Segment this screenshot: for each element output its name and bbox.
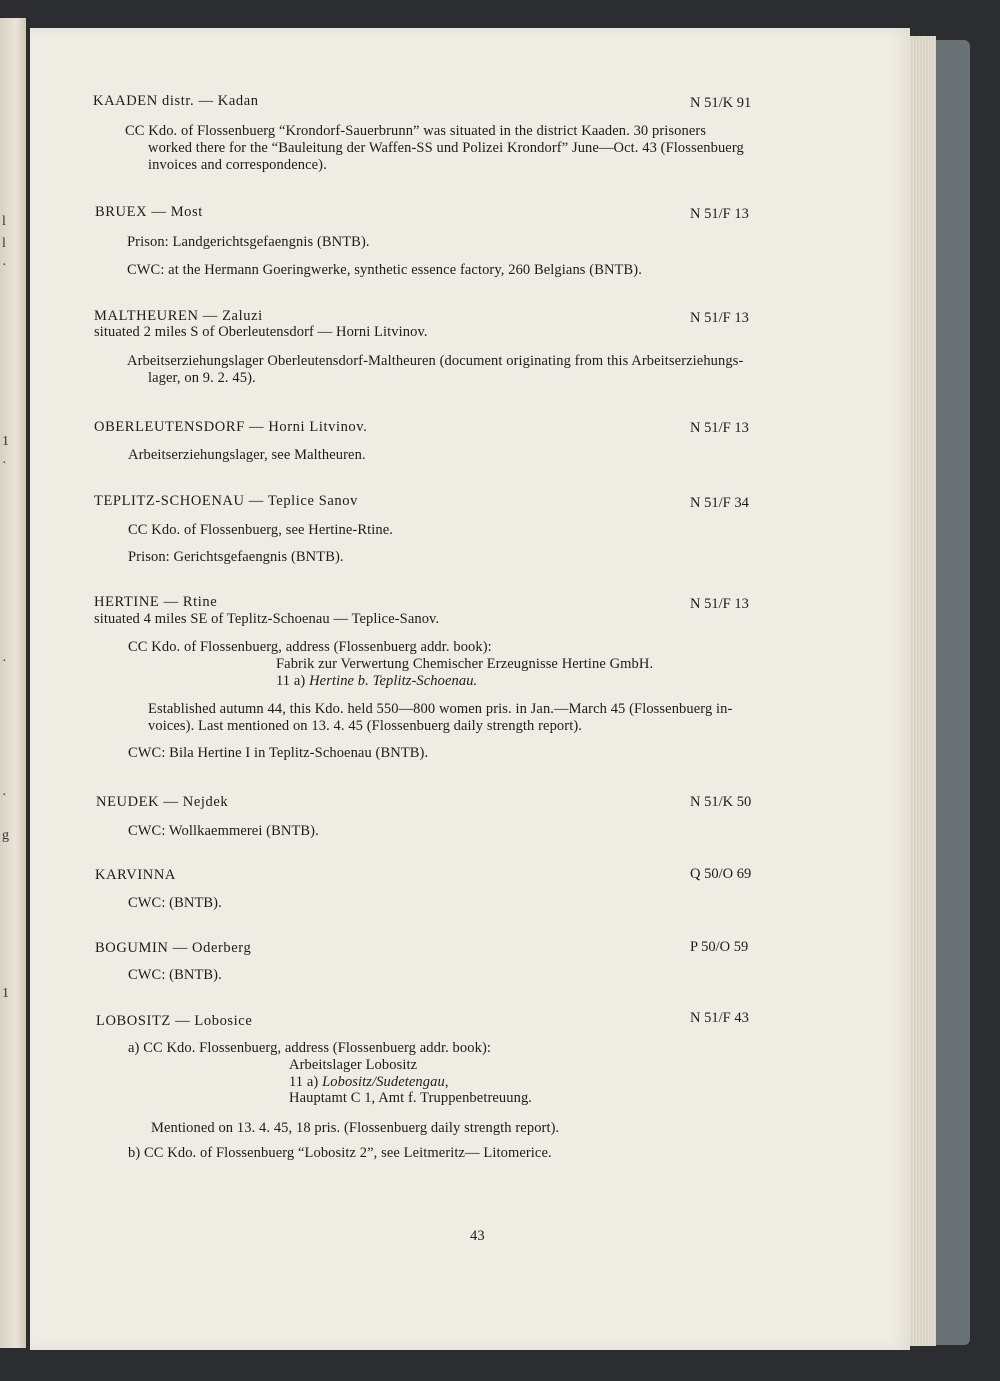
address-line: 11 a) Hertine b. Teplitz-Schoenau. bbox=[276, 673, 478, 689]
entry-location: situated 2 miles S of Oberleutensdorf — Horni Litvinov. bbox=[94, 324, 428, 340]
margin-mark: g bbox=[2, 828, 9, 843]
entry-text: CWC: at the Hermann Goeringwerke, synthetic essence factory, 260 Belgians (BNTB). bbox=[127, 262, 642, 278]
map-reference: N 51/F 13 bbox=[690, 420, 749, 436]
entry-text: CC Kdo. of Flossenbuerg, see Hertine-Rtine. bbox=[128, 522, 393, 538]
map-reference: N 51/F 34 bbox=[690, 495, 749, 511]
map-reference: N 51/F 13 bbox=[690, 596, 749, 612]
margin-mark: l bbox=[2, 236, 6, 251]
map-reference: N 51/K 91 bbox=[690, 95, 752, 111]
entry-text: Arbeitserziehungslager Oberleutensdorf-Maltheuren (document originating from this Arbeitserziehungs- bbox=[127, 353, 744, 369]
map-reference: N 51/K 50 bbox=[690, 794, 752, 810]
entry-heading: BOGUMIN — Oderberg bbox=[95, 940, 252, 956]
entry-heading: HERTINE — Rtine bbox=[94, 594, 218, 610]
book-binding bbox=[930, 40, 970, 1345]
entry-heading: MALTHEUREN — Zaluzi bbox=[94, 308, 263, 324]
entry-text: Prison: Landgerichtsgefaengnis (BNTB). bbox=[127, 234, 370, 250]
entry-heading: LOBOSITZ — Lobosice bbox=[96, 1013, 253, 1029]
map-reference: N 51/F 43 bbox=[690, 1010, 749, 1026]
entry-heading: KAADEN distr. — Kadan bbox=[93, 93, 259, 109]
entry-text: CWC: (BNTB). bbox=[128, 895, 222, 911]
entry-text: lager, on 9. 2. 45). bbox=[148, 370, 256, 386]
entry-text: invoices and correspondence). bbox=[148, 157, 327, 173]
entry-text: Mentioned on 13. 4. 45, 18 pris. (Flossenbuerg daily strength report). bbox=[151, 1120, 560, 1136]
entry-text: b) CC Kdo. of Flossenbuerg “Lobositz 2”, see Leitmeritz— Litomerice. bbox=[128, 1145, 552, 1161]
entry-location: situated 4 miles SE of Teplitz-Schoenau — Teplice-Sanov. bbox=[94, 611, 440, 627]
margin-mark: · bbox=[2, 788, 7, 803]
address-line: Arbeitslager Lobositz bbox=[289, 1057, 418, 1073]
entry-text: worked there for the “Bauleitung der Waffen-SS und Polizei Krondorf” June—Oct. 43 (Flossenbuerg bbox=[148, 140, 744, 156]
map-reference: N 51/F 13 bbox=[690, 206, 749, 222]
map-reference: Q 50/O 69 bbox=[690, 866, 752, 882]
margin-mark: l bbox=[2, 214, 6, 229]
margin-mark: · bbox=[2, 258, 7, 273]
entry-text: Arbeitserziehungslager, see Maltheuren. bbox=[128, 447, 366, 463]
entry-text: Prison: Gerichtsgefaengnis (BNTB). bbox=[128, 549, 344, 565]
margin-mark: 1 bbox=[2, 434, 9, 449]
entry-text: CWC: Wollkaemmerei (BNTB). bbox=[128, 823, 319, 839]
margin-mark: · bbox=[2, 654, 7, 669]
page-number: 43 bbox=[470, 1228, 485, 1244]
entry-text: CC Kdo. of Flossenbuerg “Krondorf-Sauerbrunn” was situated in the district Kaaden. 30 prisoners bbox=[125, 123, 707, 139]
address-line: Fabrik zur Verwertung Chemischer Erzeugnisse Hertine GmbH. bbox=[276, 656, 654, 672]
entry-heading: TEPLITZ-SCHOENAU — Teplice Sanov bbox=[94, 493, 358, 509]
margin-mark: · bbox=[2, 456, 7, 471]
entry-heading: OBERLEUTENSDORF — Horni Litvinov. bbox=[94, 419, 368, 435]
address-line: Hauptamt C 1, Amt f. Truppenbetreuung. bbox=[289, 1090, 533, 1106]
entry-text: CWC: Bila Hertine I in Teplitz-Schoenau (BNTB). bbox=[128, 745, 429, 761]
address-line: 11 a) Lobositz/Sudetengau, bbox=[289, 1074, 449, 1090]
entry-text: voices). Last mentioned on 13. 4. 45 (Flossenbuerg daily strength report). bbox=[148, 718, 582, 734]
map-reference: P 50/O 59 bbox=[690, 939, 749, 955]
entry-heading: BRUEX — Most bbox=[95, 204, 203, 220]
entry-text: Established autumn 44, this Kdo. held 550—800 women pris. in Jan.—March 45 (Flossenbuerg in- bbox=[148, 701, 733, 717]
entry-text: CWC: (BNTB). bbox=[128, 967, 222, 983]
entry-text: CC Kdo. of Flossenbuerg, address (Flossenbuerg addr. book): bbox=[128, 639, 492, 655]
entry-heading: NEUDEK — Nejdek bbox=[96, 794, 229, 810]
map-reference: N 51/F 13 bbox=[690, 310, 749, 326]
left-page-edge bbox=[0, 18, 26, 1348]
entry-text: a) CC Kdo. Flossenbuerg, address (Flossenbuerg addr. book): bbox=[128, 1040, 491, 1056]
margin-mark: 1 bbox=[2, 986, 9, 1001]
entry-heading: KARVINNA bbox=[95, 867, 176, 883]
